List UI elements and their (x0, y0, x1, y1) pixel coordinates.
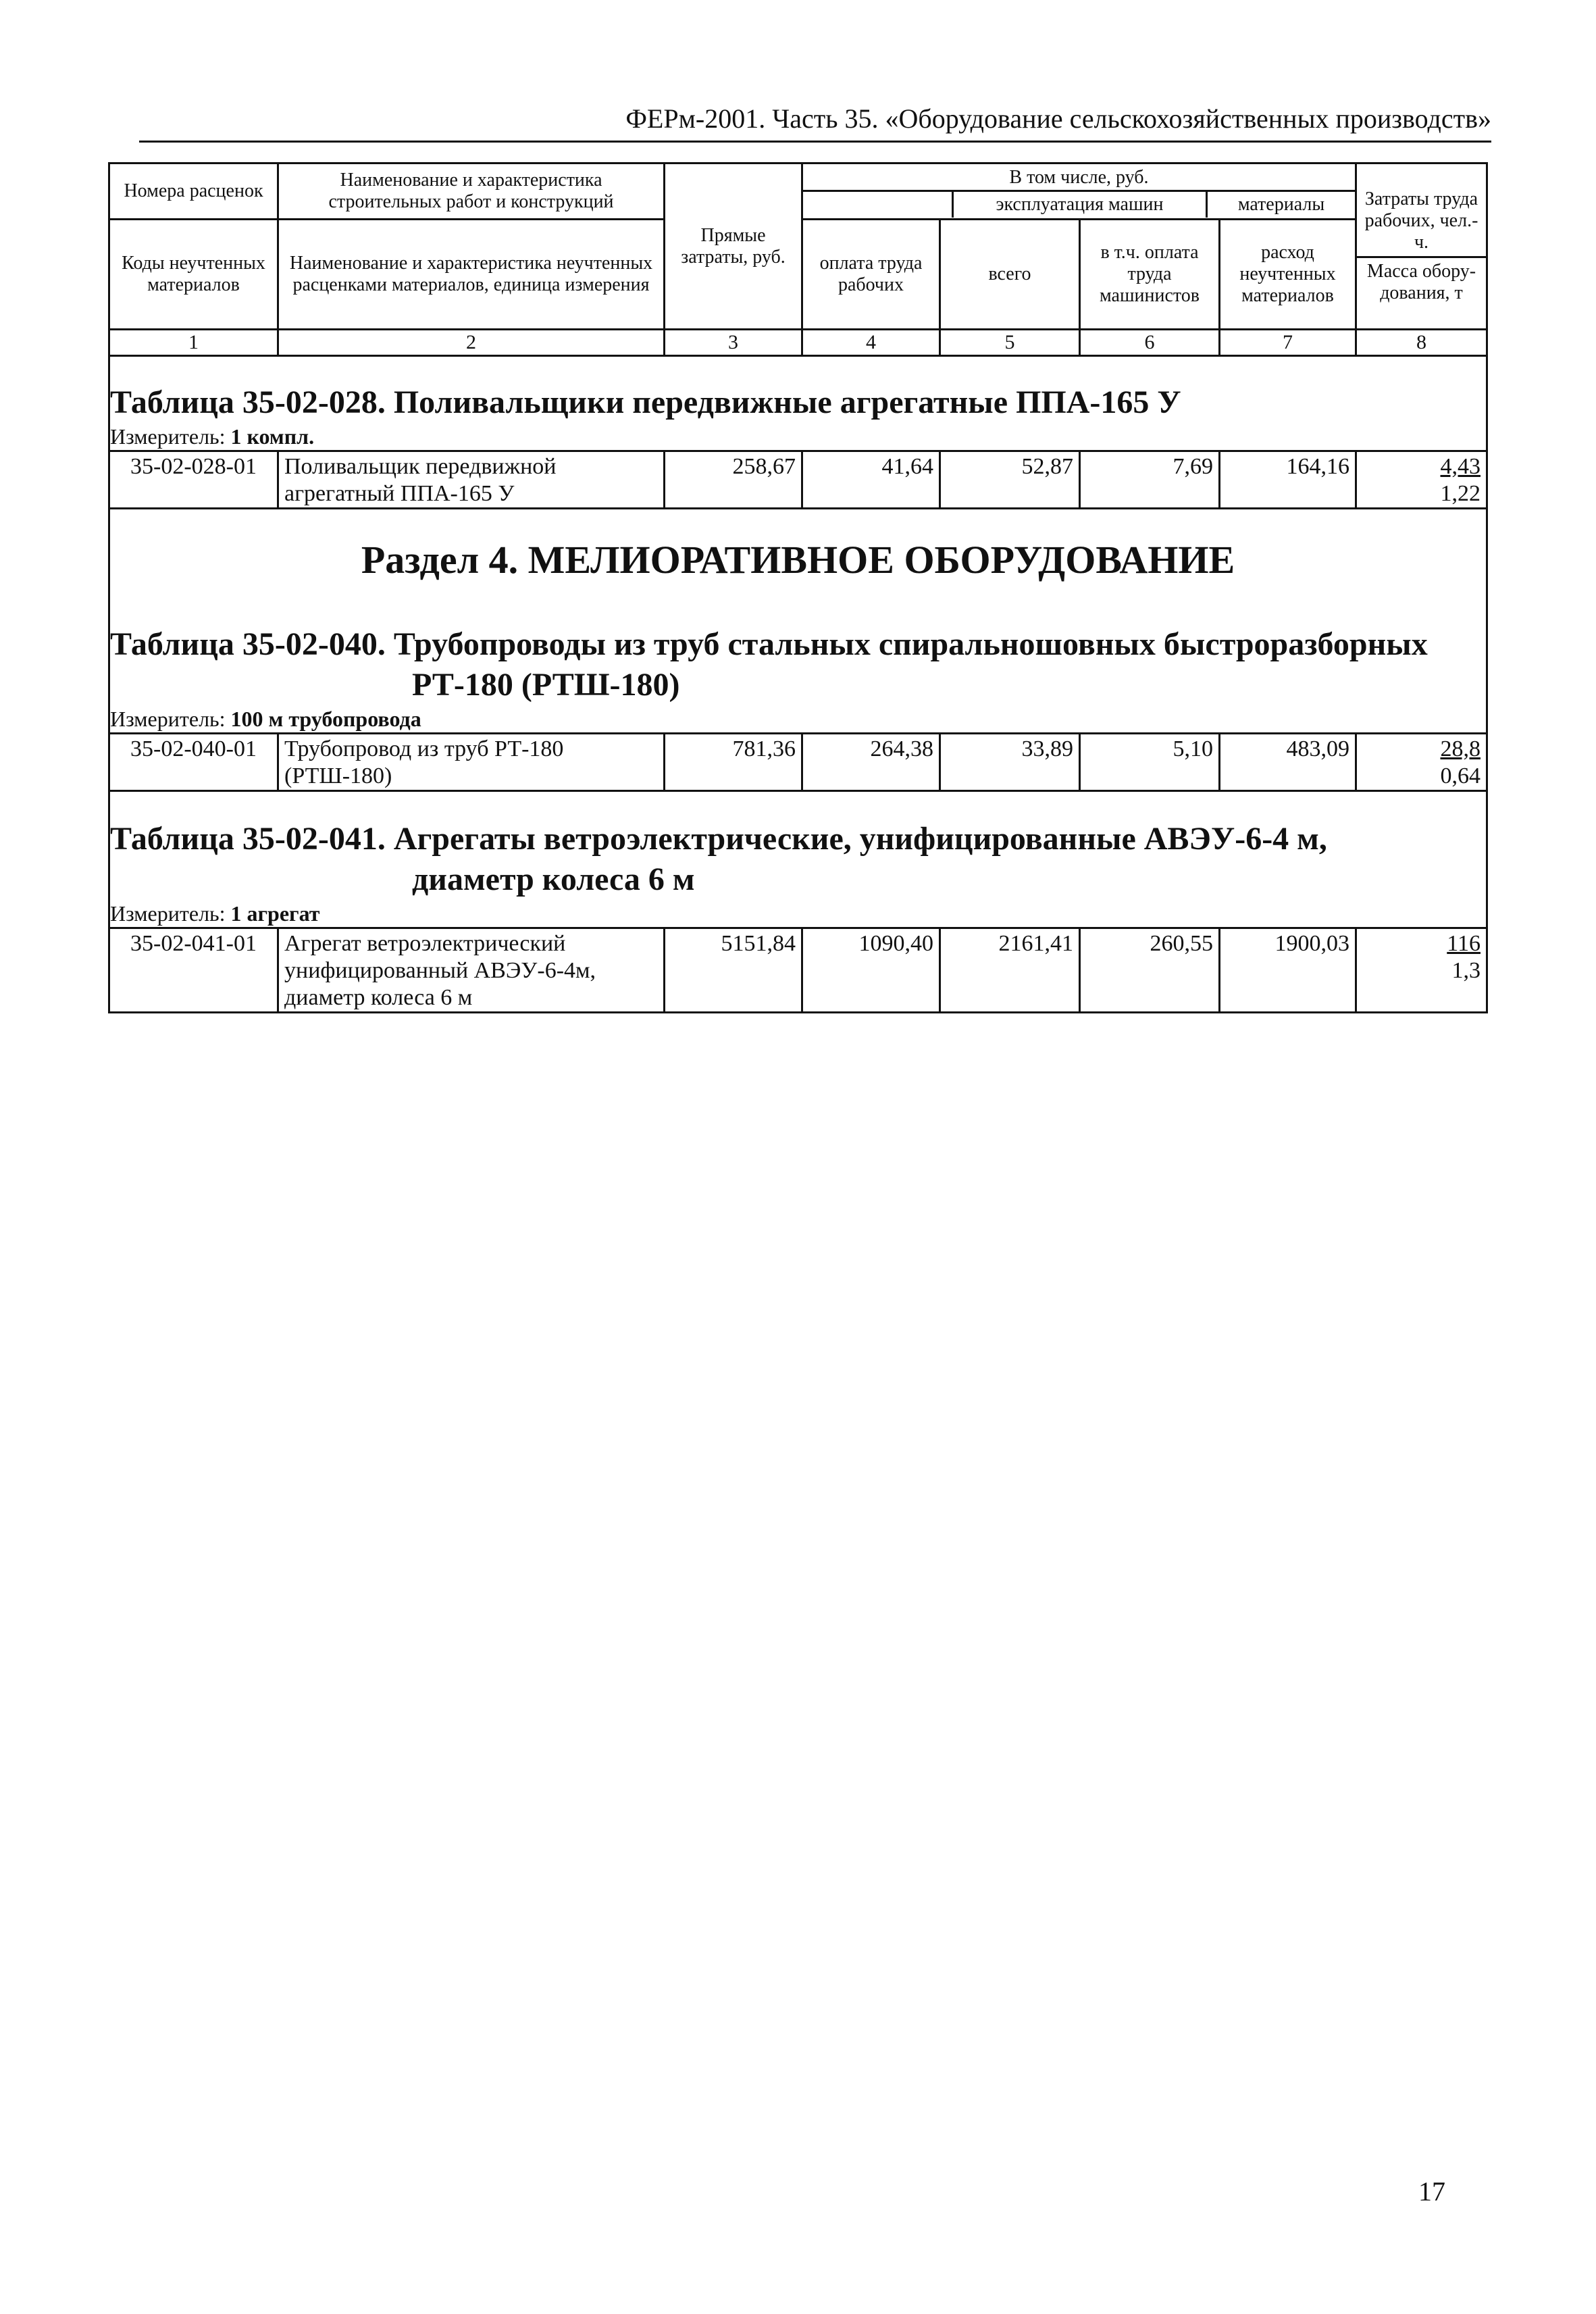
labor-hours-mass (1356, 734, 1487, 791)
col8-header-cell (1356, 164, 1487, 330)
machines-labor: 260,55 (1080, 928, 1220, 1013)
materials-cost: 164,16 (1220, 451, 1356, 509)
table-title: Таблица 35-02-028. Поливальщики передвижные агрегатные ППА-165 У (109, 382, 1487, 423)
running-title: ФЕРм-2001. Часть 35. «Оборудование сельскохозяйственных производств» (139, 101, 1491, 143)
direct-cost: 258,67 (665, 451, 802, 509)
machines-materials-subheader (803, 192, 1355, 218)
including-group (802, 164, 1356, 220)
labor-hours: 116 (1447, 931, 1481, 956)
labor-hours-mass (1356, 928, 1487, 1013)
table-row (109, 451, 1487, 509)
machines-labor: 5,10 (1080, 734, 1220, 791)
rate-code: 35-02-040-01 (109, 734, 278, 791)
table-title: Таблица 35-02-041. Агрегаты ветроэлектрические, унифицированные АВЭУ-6-4 м, диаметр колеса 6 м (109, 819, 1487, 900)
col-number: 1 (109, 330, 278, 356)
machines-labor: 7,69 (1080, 451, 1220, 509)
table-row (109, 928, 1487, 1013)
machines-total: 33,89 (940, 734, 1080, 791)
col6-header: в т.ч. оплата труда машинистов (1080, 220, 1220, 330)
rate-name: Поливальщик передвижной агрегатный ППА-165 У (278, 451, 665, 509)
col-number: 8 (1356, 330, 1487, 356)
meter-line: Измеритель: 100 м трубопровода (109, 705, 1487, 734)
col8-top-header: Затраты труда рабочих, чел.-ч. (1357, 184, 1486, 258)
col-number: 5 (940, 330, 1080, 356)
machines-total: 2161,41 (940, 928, 1080, 1013)
machines-group-header: эксплуатация машин (953, 192, 1207, 218)
machines-total: 52,87 (940, 451, 1080, 509)
col-number: 6 (1080, 330, 1220, 356)
meter-line: Измеритель: 1 компл. (109, 423, 1487, 451)
col-number: 4 (802, 330, 940, 356)
col8-bottom-header: Масса обору-дования, т (1366, 261, 1476, 303)
direct-cost: 5151,84 (665, 928, 802, 1013)
materials-cost: 483,09 (1220, 734, 1356, 791)
rate-code: 35-02-041-01 (109, 928, 278, 1013)
col-number: 3 (665, 330, 802, 356)
table-title: Таблица 35-02-040. Трубопроводы из труб стальных спиральношовных быстроразборных РТ-180 (РТШ-180) (109, 624, 1487, 705)
col3-header: Прямые затраты, руб. (665, 164, 802, 330)
section-heading: Раздел 4. МЕЛИОРАТИВНОЕ ОБОРУДОВАНИЕ (109, 536, 1487, 584)
labor-hours: 28,8 (1440, 736, 1481, 761)
col-number: 7 (1220, 330, 1356, 356)
equipment-mass: 1,3 (1451, 958, 1481, 983)
col1-bottom-header: Коды неучтенных материалов (109, 220, 278, 330)
equipment-mass: 0,64 (1440, 763, 1481, 788)
table-row (109, 734, 1487, 791)
including-header: В том числе, руб. (803, 166, 1355, 192)
col1-top-header: Номера расценок (109, 164, 278, 220)
col2-top-header: Наименование и характеристика строительных работ и конструкций (278, 164, 665, 220)
direct-cost: 781,36 (665, 734, 802, 791)
labor-cost: 1090,40 (802, 928, 940, 1013)
rate-code: 35-02-028-01 (109, 451, 278, 509)
labor-hours: 4,43 (1440, 454, 1481, 479)
rate-name: Трубопровод из труб РТ-180 (РТШ-180) (278, 734, 665, 791)
col5-header: всего (940, 220, 1080, 330)
equipment-mass: 1,22 (1440, 481, 1481, 506)
labor-cost: 41,64 (802, 451, 940, 509)
rates-table (108, 162, 1488, 1013)
col-number: 2 (278, 330, 665, 356)
materials-group-header: материалы (1237, 193, 1325, 215)
labor-hours-mass (1356, 451, 1487, 509)
col7-header: расход неучтенных материалов (1220, 220, 1356, 330)
meter-line: Измеритель: 1 агрегат (109, 900, 1487, 928)
col4-header: оплата труда рабочих (802, 220, 940, 330)
labor-cost: 264,38 (802, 734, 940, 791)
rate-name: Агрегат ветроэлектрический унифицированный АВЭУ-6-4м, диаметр колеса 6 м (278, 928, 665, 1013)
page-number: 17 (1418, 2176, 1445, 2207)
materials-cost: 1900,03 (1220, 928, 1356, 1013)
col2-bottom-header: Наименование и характеристика неучтенных расценками материалов, единица измерения (278, 220, 665, 330)
